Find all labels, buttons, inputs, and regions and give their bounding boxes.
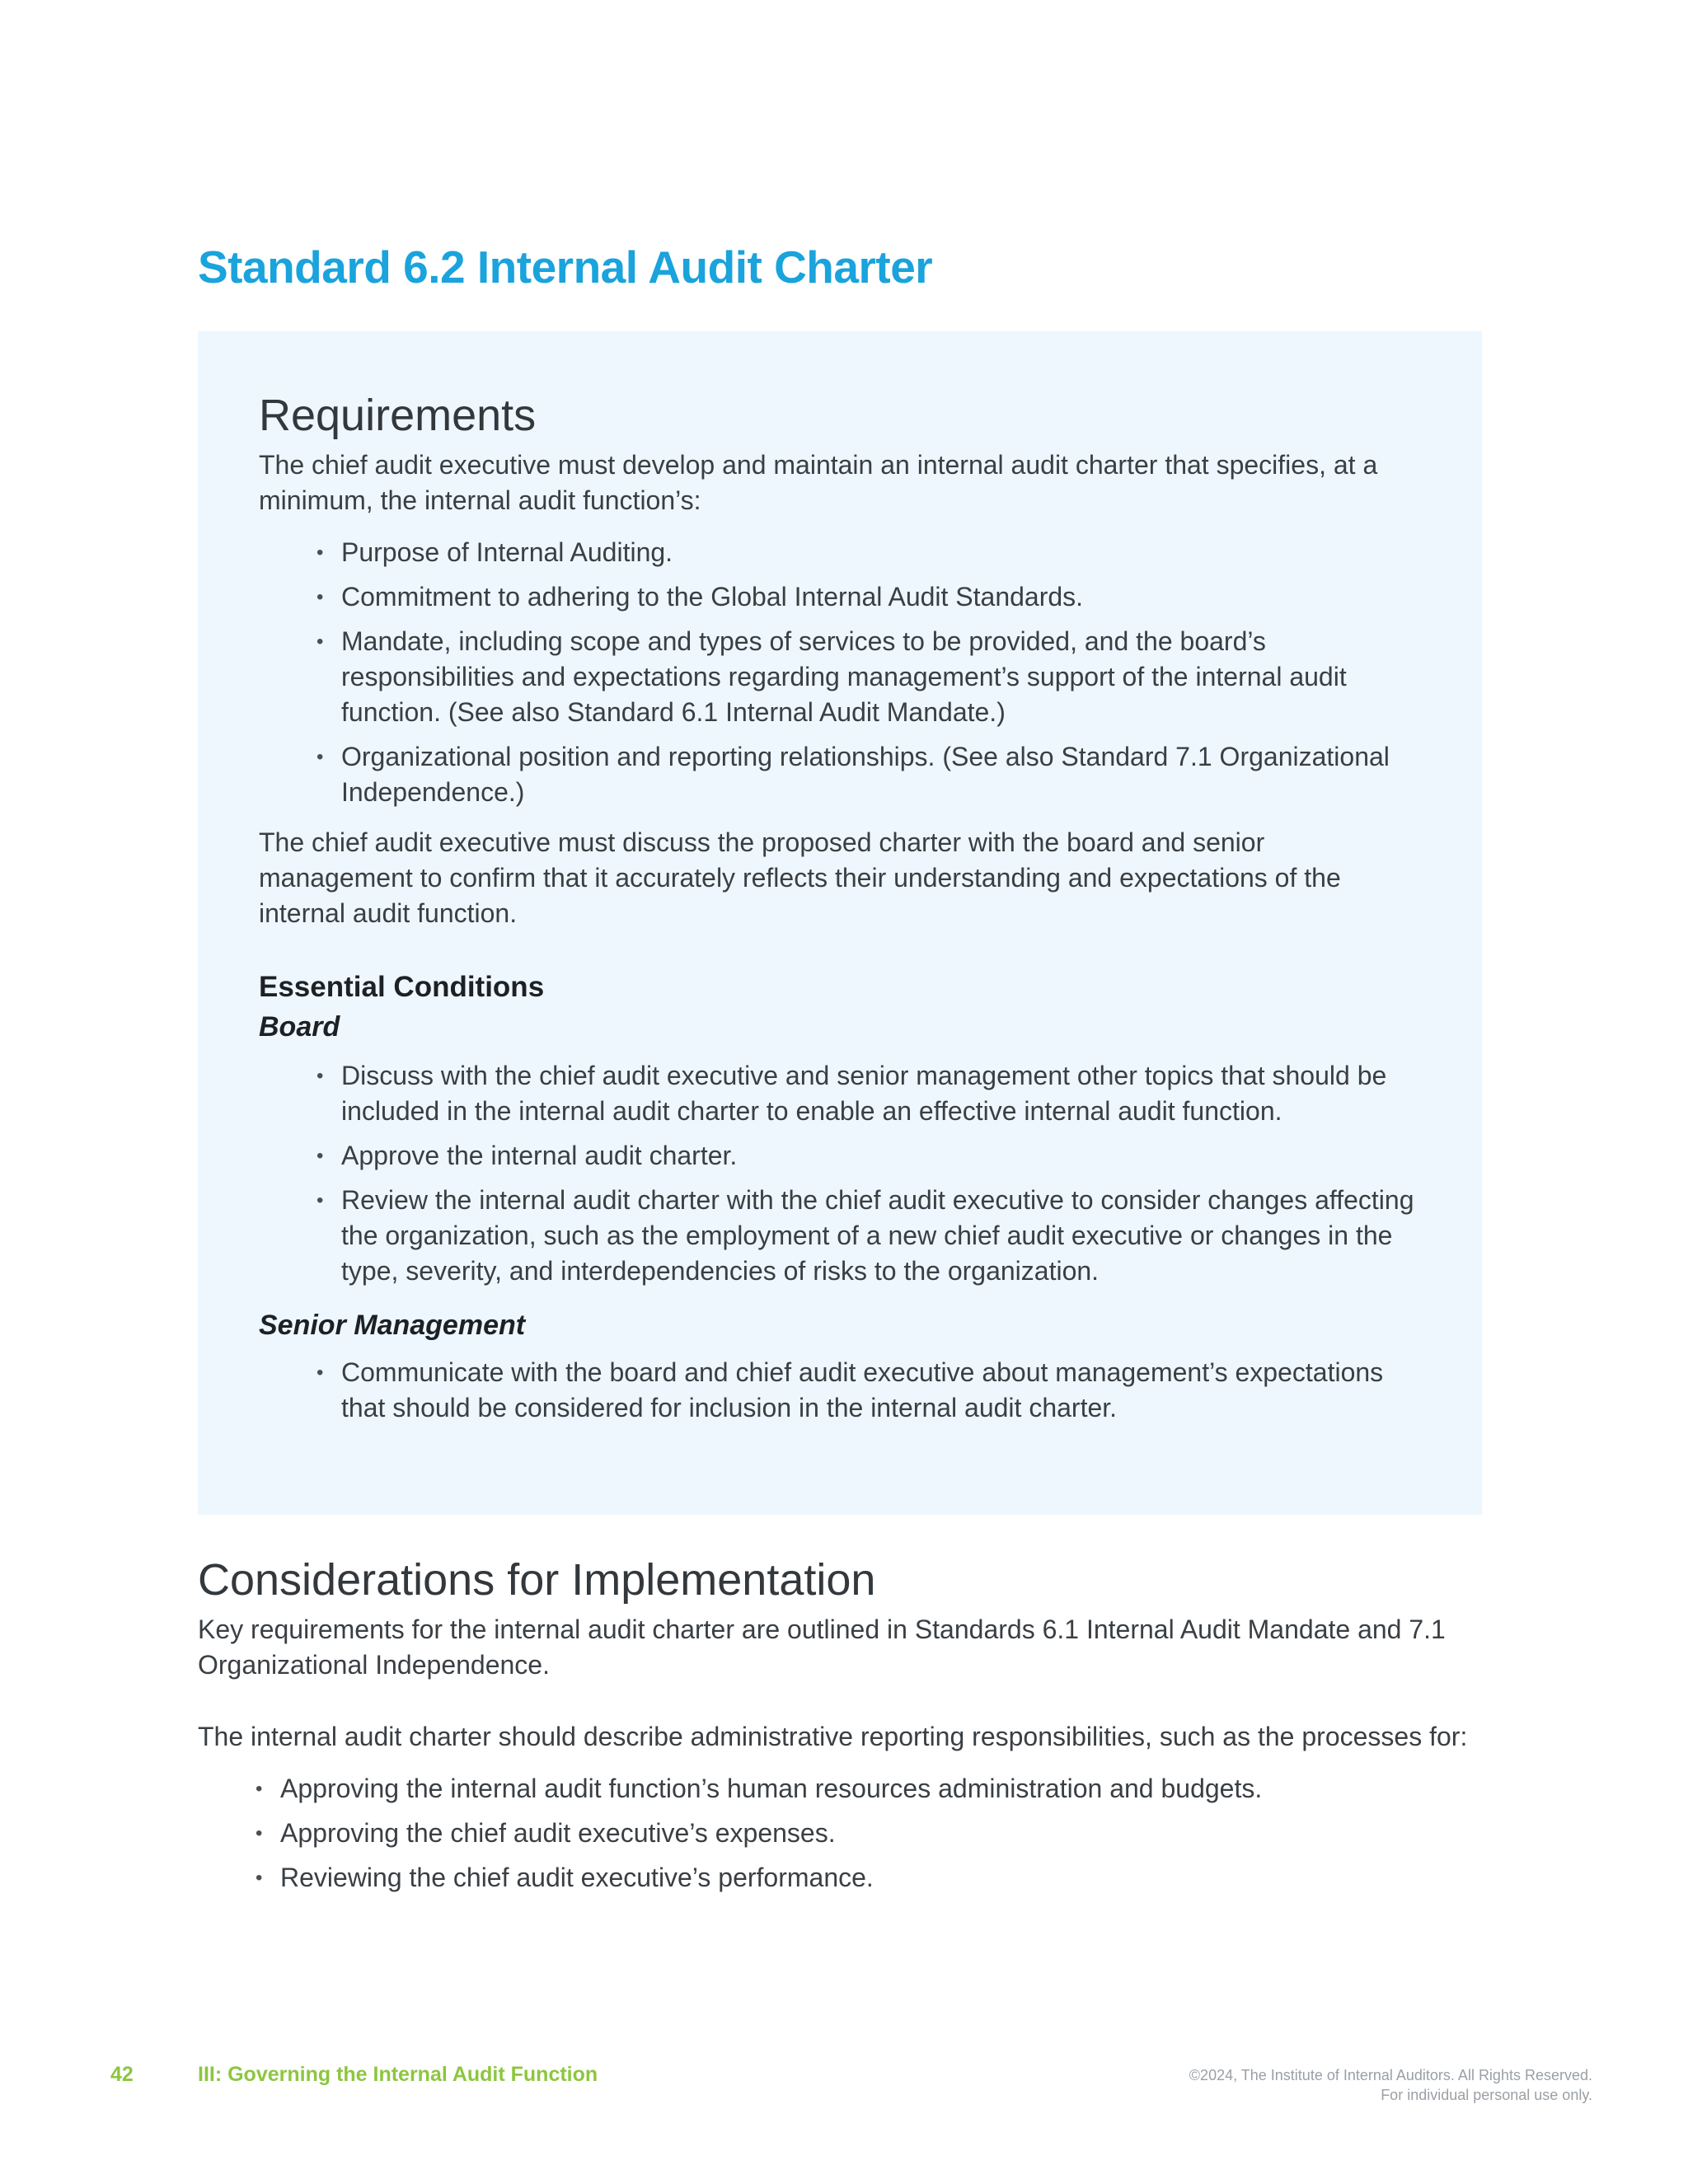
- bullet: •: [316, 1188, 324, 1212]
- considerations-heading: Considerations for Implementation: [198, 1555, 876, 1605]
- considerations-section: [198, 1554, 1517, 1905]
- bullet: •: [316, 630, 324, 653]
- requirements-list: [316, 535, 1421, 810]
- board-heading: Board: [259, 1010, 340, 1043]
- requirements-intro: The chief audit executive must develop and maintain an internal audit charter that specifies, at a minimum, the internal audit function’s:: [259, 449, 1378, 515]
- senior-management-heading: Senior Management: [259, 1309, 526, 1341]
- list-item: • Approving the internal audit function’s human resources administration and budgets.: [280, 1771, 1517, 1807]
- bullet: •: [256, 1866, 263, 1889]
- list-item: • Purpose of Internal Auditing.: [341, 535, 1421, 570]
- requirements-discuss: The chief audit executive must discuss the proposed charter with the board and senior management to confirm that it accurately reflects their understanding and expectations of the internal audit function.: [259, 827, 1341, 928]
- list-item: • Discuss with the chief audit executive and senior management other topics that should be included in the internal audit charter to enable an effective internal audit function.: [341, 1058, 1421, 1129]
- bullet: •: [256, 1821, 263, 1844]
- essential-conditions-heading: Essential Conditions: [259, 970, 545, 1003]
- list-item: • Approving the chief audit executive’s expenses.: [280, 1816, 1517, 1851]
- bullet: •: [316, 1064, 324, 1087]
- list-item: • Mandate, including scope and types of services to be provided, and the board’s responsibilities and expectations regarding management’s support of the internal audit function. (See also Standard 6.1 Internal Audit Mandate.): [341, 624, 1421, 730]
- page-number: 42: [110, 2063, 134, 2086]
- considerations-para1: Key requirements for the internal audit charter are outlined in Standards 6.1 Internal Audit Mandate and 7.1 Organizational Independence.: [198, 1614, 1446, 1680]
- requirements-box: [198, 331, 1482, 1515]
- bullet: •: [316, 745, 324, 768]
- list-item: • Reviewing the chief audit executive’s performance.: [280, 1860, 1517, 1896]
- footer-copyright: [1189, 2065, 1592, 2105]
- considerations-list: [256, 1771, 1517, 1896]
- bullet: •: [316, 585, 324, 608]
- board-list: [316, 1058, 1421, 1289]
- bullet: •: [316, 1361, 324, 1384]
- list-item: • Communicate with the board and chief audit executive about management’s expectations that should be considered for inclusion in the internal audit charter.: [341, 1355, 1421, 1426]
- bullet: •: [256, 1777, 263, 1800]
- considerations-para2: The internal audit charter should describe administrative reporting responsibilities, such as the processes for:: [198, 1721, 1468, 1751]
- requirements-heading: Requirements: [259, 391, 537, 440]
- bullet: •: [316, 541, 324, 564]
- list-item: • Commitment to adhering to the Global Internal Audit Standards.: [341, 579, 1421, 615]
- page-title: Standard 6.2 Internal Audit Charter: [198, 241, 933, 293]
- bullet: •: [316, 1144, 324, 1167]
- list-item: • Approve the internal audit charter.: [341, 1138, 1421, 1174]
- senior-management-list: [316, 1355, 1421, 1426]
- list-item: • Organizational position and reporting relationships. (See also Standard 7.1 Organizational Independence.): [341, 739, 1421, 810]
- copyright-text: ©2024, The Institute of Internal Auditors. All Rights Reserved.: [1189, 2067, 1592, 2083]
- usage-text: For individual personal use only.: [1381, 2087, 1592, 2103]
- footer-section-title: III: Governing the Internal Audit Function: [198, 2063, 598, 2086]
- list-item: • Review the internal audit charter with the chief audit executive to consider changes affecting the organization, such as the employment of a new chief audit executive or changes in the type, severity, and interdependencies of risks to the organization.: [341, 1183, 1421, 1289]
